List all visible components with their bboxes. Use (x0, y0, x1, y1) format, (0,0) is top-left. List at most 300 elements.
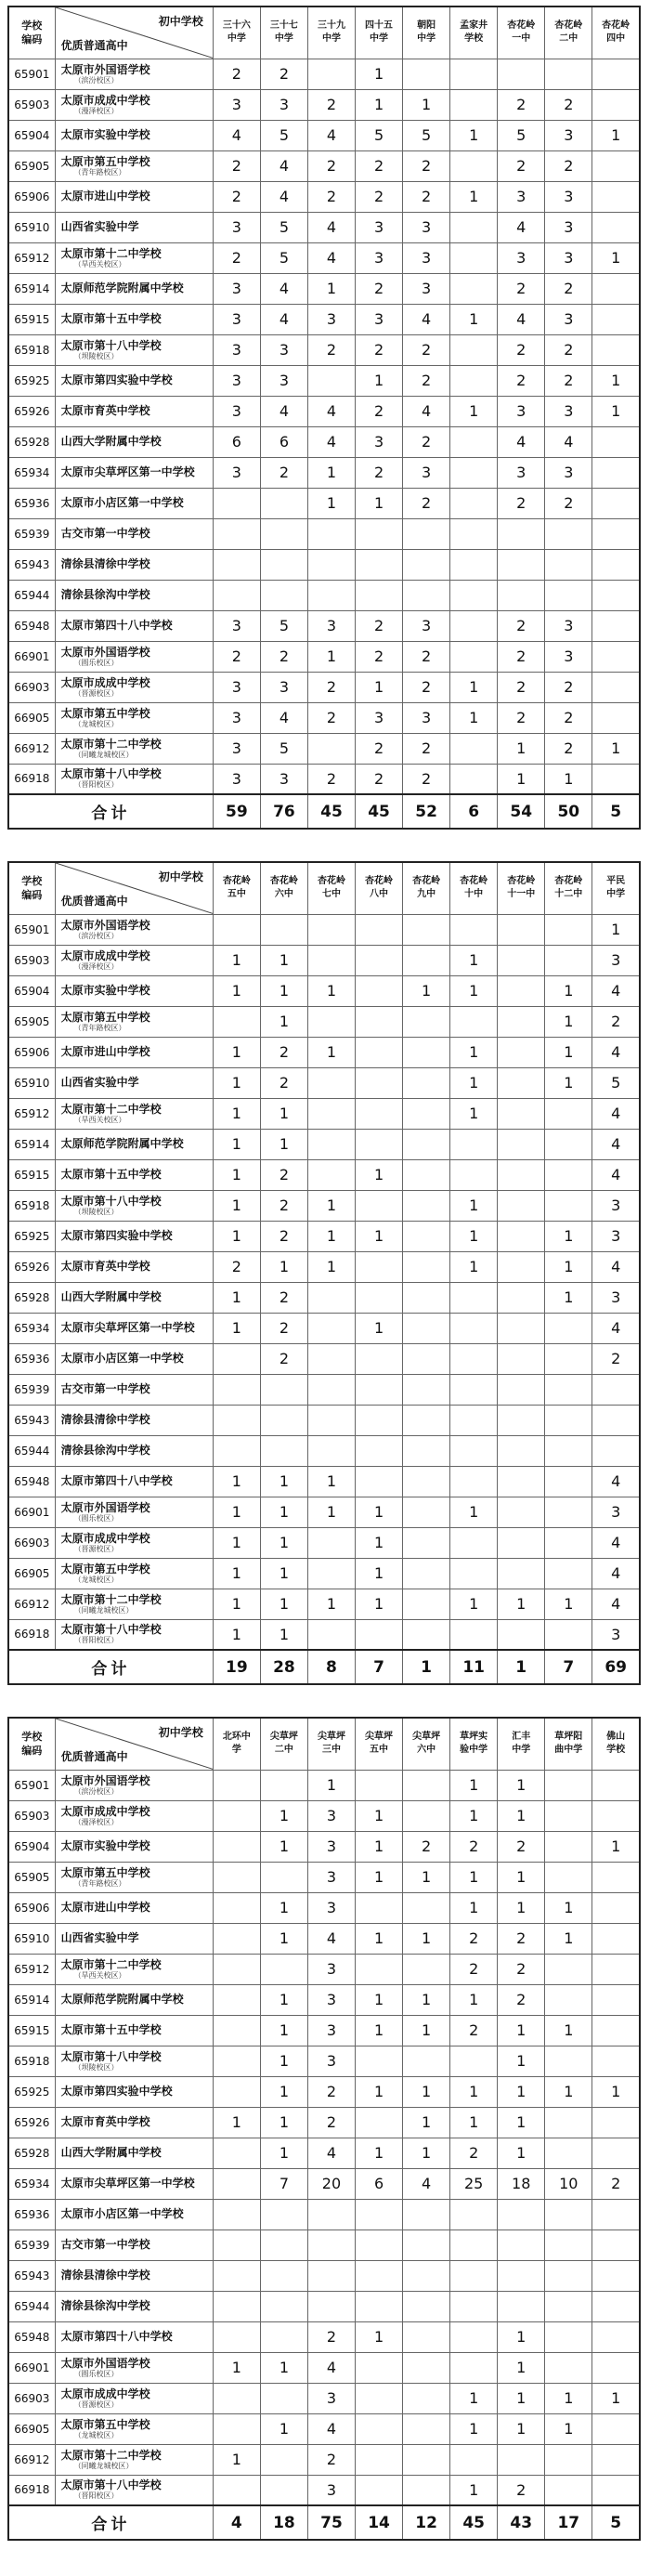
junior-school-column-header (498, 862, 545, 914)
quota-value-cell: 2 (592, 2168, 640, 2199)
quota-value-cell: 3 (307, 1892, 355, 1923)
quota-value-cell: 1 (403, 89, 450, 120)
quota-value-cell: 2 (545, 702, 592, 733)
quota-value-cell: 2 (498, 1923, 545, 1954)
quota-value-cell: 1 (450, 1892, 498, 1923)
quota-value-cell: 3 (545, 212, 592, 242)
quota-value-cell (260, 2260, 307, 2291)
quota-value-cell: 1 (307, 1221, 355, 1251)
table-row (8, 1098, 640, 1129)
quota-value-cell (307, 549, 355, 580)
table-row (8, 457, 640, 488)
quota-value-cell: 3 (213, 764, 260, 794)
quota-value-cell (498, 1282, 545, 1313)
quota-value-cell: 1 (260, 2352, 307, 2383)
senior-school-name-cell (55, 1313, 213, 1343)
quota-value-cell (403, 1405, 450, 1435)
quota-value-cell (356, 1770, 403, 1800)
quota-value-cell (213, 2168, 260, 2199)
school-name: 太原师范学院附属中学校 (60, 1137, 184, 1150)
total-value-cell: 75 (307, 2505, 355, 2540)
quota-value-cell (498, 2199, 545, 2229)
quota-value-cell: 1 (260, 1800, 307, 1831)
quota-value-cell (498, 2444, 545, 2475)
school-code-cell: 65914 (8, 1129, 55, 1159)
total-value-cell: 59 (213, 794, 260, 829)
senior-school-name-cell (55, 914, 213, 945)
quota-value-cell: 2 (498, 334, 545, 365)
quota-value-cell (498, 59, 545, 89)
header-row (8, 1718, 640, 1770)
quota-value-cell (356, 2444, 403, 2475)
school-code-cell: 65903 (8, 1800, 55, 1831)
column-header-line: 验中学 (460, 1745, 488, 1756)
quota-value-cell: 6 (213, 426, 260, 457)
table-row (8, 2260, 640, 2291)
quota-value-cell (403, 1129, 450, 1159)
quota-value-cell (450, 549, 498, 580)
quota-value-cell (498, 1006, 545, 1037)
school-name: 太原市第十二中学校 (60, 1102, 162, 1116)
quota-value-cell (356, 914, 403, 945)
quota-value-cell: 3 (307, 1800, 355, 1831)
column-header-line: 尖草坪 (365, 1732, 394, 1743)
column-header-line: 平民 (606, 876, 626, 887)
column-header-line: 中学 (321, 33, 341, 45)
quota-value-cell: 1 (498, 2107, 545, 2138)
quota-value-cell: 1 (356, 1497, 403, 1527)
quota-value-cell: 1 (545, 1892, 592, 1923)
quota-value-cell: 4 (592, 1251, 640, 1282)
junior-school-column-header (545, 1718, 592, 1770)
school-name: 山西大学附属中学校 (60, 1290, 162, 1303)
quota-value-cell (213, 2383, 260, 2413)
campus-name: （旱西关校区） (73, 1115, 126, 1124)
quota-value-cell: 3 (356, 242, 403, 273)
school-code-cell: 65918 (8, 334, 55, 365)
quota-value-cell: 1 (498, 764, 545, 794)
quota-value-cell (498, 1558, 545, 1589)
total-value-cell: 4 (213, 2505, 260, 2540)
quota-value-cell (356, 518, 403, 549)
campus-name: （同曦龙城校区） (73, 1605, 134, 1615)
table-row (8, 1892, 640, 1923)
school-code-cell: 65910 (8, 1923, 55, 1954)
quota-value-cell: 1 (356, 2076, 403, 2107)
quota-value-cell: 1 (307, 1466, 355, 1497)
quota-value-cell (307, 2229, 355, 2260)
quota-value-cell: 2 (356, 457, 403, 488)
school-code-cell: 65944 (8, 580, 55, 610)
quota-value-cell (356, 1374, 403, 1405)
quota-value-cell: 1 (450, 975, 498, 1006)
table-row (8, 1251, 640, 1282)
table-row (8, 2383, 640, 2413)
quota-value-cell: 1 (356, 2321, 403, 2352)
school-name: 太原市第四十八中学校 (60, 619, 173, 632)
quota-value-cell (450, 1343, 498, 1374)
column-header-line: 学 (231, 1745, 241, 1756)
quota-value-cell: 3 (545, 641, 592, 672)
total-value-cell: 8 (307, 1650, 355, 1684)
column-header-line: 北环中 (222, 1732, 251, 1743)
school-name: 太原师范学院附属中学校 (60, 1993, 184, 2006)
school-code-cell: 65905 (8, 1862, 55, 1892)
senior-school-name-cell (55, 1770, 213, 1800)
quota-value-cell (545, 1129, 592, 1159)
quota-value-cell: 3 (307, 2015, 355, 2046)
quota-value-cell (450, 1435, 498, 1466)
senior-school-name-cell (55, 1831, 213, 1862)
senior-school-name-cell (55, 2199, 213, 2229)
quota-value-cell (450, 733, 498, 764)
quota-value-cell (498, 1159, 545, 1190)
total-value-cell: 18 (260, 2505, 307, 2540)
senior-school-name-cell (55, 1527, 213, 1558)
quota-value-cell: 3 (592, 1619, 640, 1650)
quota-value-cell: 2 (356, 181, 403, 212)
school-code-cell: 65934 (8, 457, 55, 488)
campus-name: （圆乐校区） (73, 658, 119, 667)
table-row (8, 2046, 640, 2076)
quota-value-cell: 4 (307, 2413, 355, 2444)
senior-school-name-cell (55, 1497, 213, 1527)
table-row (8, 1282, 640, 1313)
quota-value-cell (307, 1527, 355, 1558)
quota-value-cell: 1 (307, 1589, 355, 1619)
quota-value-cell: 2 (498, 488, 545, 518)
school-code-header (8, 862, 55, 914)
senior-school-name-cell (55, 304, 213, 334)
quota-value-cell (403, 2046, 450, 2076)
quota-value-cell: 1 (450, 181, 498, 212)
table-row (8, 59, 640, 89)
quota-value-cell (260, 914, 307, 945)
school-name: 太原市第五中学校 (60, 1562, 150, 1576)
quota-value-cell (307, 1067, 355, 1098)
column-header-line: 草坪实 (460, 1732, 488, 1743)
quota-value-cell: 1 (356, 2138, 403, 2168)
school-name: 太原市第十八中学校 (60, 1623, 162, 1637)
quota-value-cell (260, 580, 307, 610)
quota-value-cell (592, 1800, 640, 1831)
quota-value-cell: 1 (260, 1251, 307, 1282)
quota-value-cell: 3 (403, 212, 450, 242)
quota-value-cell: 1 (545, 2413, 592, 2444)
column-header-line: 中学 (417, 33, 436, 45)
column-header-line: 九中 (417, 889, 436, 900)
quota-value-cell (450, 610, 498, 641)
quota-value-cell (260, 2291, 307, 2321)
quota-value-cell (356, 945, 403, 975)
quota-value-cell: 2 (307, 334, 355, 365)
quota-value-cell: 1 (213, 975, 260, 1006)
quota-value-cell: 1 (545, 1221, 592, 1251)
quota-value-cell: 3 (356, 702, 403, 733)
campus-name: （晋源校区） (73, 2399, 119, 2409)
allocation-table-2 (7, 861, 641, 1685)
quota-value-cell (545, 2444, 592, 2475)
quota-value-cell (592, 334, 640, 365)
quota-value-cell: 2 (356, 396, 403, 426)
quota-value-cell (592, 764, 640, 794)
campus-name: （晋源校区） (73, 688, 119, 698)
quota-value-cell: 2 (498, 2475, 545, 2505)
quota-value-cell: 1 (213, 1619, 260, 1650)
table-row (8, 2168, 640, 2199)
campus-name: （旱西关校区） (73, 259, 126, 268)
allocation-table-3 (7, 1717, 641, 2541)
quota-value-cell (403, 1098, 450, 1129)
total-value-cell: 54 (498, 794, 545, 829)
table-row (8, 1343, 640, 1374)
column-header-line: 杏花岭 (269, 876, 298, 887)
quota-value-cell: 3 (545, 610, 592, 641)
quota-value-cell (356, 1067, 403, 1098)
school-code-cell: 65944 (8, 1435, 55, 1466)
senior-school-name-cell (55, 1374, 213, 1405)
senior-school-name-cell (55, 733, 213, 764)
senior-school-name-cell (55, 1405, 213, 1435)
quota-value-cell: 2 (403, 426, 450, 457)
senior-school-name-cell (55, 2076, 213, 2107)
quota-value-cell (592, 2199, 640, 2229)
senior-school-name-cell (55, 1251, 213, 1282)
quota-value-cell: 4 (403, 304, 450, 334)
quota-value-cell: 1 (450, 1251, 498, 1282)
quota-value-cell: 2 (260, 457, 307, 488)
diagonal-header (55, 1718, 213, 1770)
school-code-cell: 65906 (8, 1892, 55, 1923)
quota-value-cell: 2 (592, 1006, 640, 1037)
junior-school-column-header (356, 862, 403, 914)
campus-name: （青年路校区） (73, 1878, 126, 1888)
table-row (8, 1770, 640, 1800)
quota-value-cell (592, 2321, 640, 2352)
school-name: 太原市第十八中学校 (60, 767, 162, 781)
quota-value-cell (498, 1374, 545, 1405)
quota-value-cell: 3 (403, 273, 450, 304)
quota-value-cell (450, 2199, 498, 2229)
school-name: 古交市第一中学校 (60, 527, 150, 540)
campus-name: （晋阳校区） (73, 2491, 119, 2501)
quota-value-cell (592, 457, 640, 488)
school-name: 太原市外国语学校 (60, 62, 150, 76)
quota-value-cell (592, 273, 640, 304)
junior-school-column-header (307, 1718, 355, 1770)
quota-value-cell (356, 2475, 403, 2505)
school-code-cell: 65912 (8, 242, 55, 273)
quota-value-cell: 3 (213, 334, 260, 365)
quota-value-cell (403, 1435, 450, 1466)
senior-school-name-cell (55, 702, 213, 733)
quota-value-cell: 6 (260, 426, 307, 457)
school-code-cell: 66905 (8, 2413, 55, 2444)
quota-value-cell (213, 914, 260, 945)
quota-value-cell (356, 1098, 403, 1129)
column-header-line: 七中 (321, 889, 341, 900)
quota-value-cell: 3 (403, 702, 450, 733)
quota-value-cell: 1 (260, 945, 307, 975)
quota-value-cell: 1 (213, 2352, 260, 2383)
quota-value-cell: 2 (260, 1221, 307, 1251)
quota-value-cell: 25 (450, 2168, 498, 2199)
quota-value-cell: 4 (307, 212, 355, 242)
school-name: 太原市育英中学校 (60, 1260, 150, 1273)
quota-value-cell (403, 518, 450, 549)
school-name: 山西大学附属中学校 (60, 2146, 162, 2159)
school-name: 太原市第十二中学校 (60, 1957, 162, 1971)
campus-name: （旱西关校区） (73, 1970, 126, 1980)
school-code-cell: 66901 (8, 641, 55, 672)
quota-value-cell: 4 (260, 181, 307, 212)
quota-value-cell (403, 1067, 450, 1098)
quota-value-cell: 5 (356, 120, 403, 150)
quota-value-cell (213, 2199, 260, 2229)
quota-value-cell: 1 (213, 1558, 260, 1589)
quota-value-cell (356, 1466, 403, 1497)
quota-value-cell: 2 (307, 2321, 355, 2352)
table-row (8, 212, 640, 242)
table-row (8, 580, 640, 610)
senior-school-name-cell (55, 1190, 213, 1221)
school-name: 太原市小店区第一中学校 (60, 2207, 184, 2220)
quota-value-cell: 20 (307, 2168, 355, 2199)
quota-value-cell: 1 (213, 1159, 260, 1190)
quota-value-cell (450, 365, 498, 396)
quota-value-cell: 2 (450, 1954, 498, 1984)
quota-value-cell: 1 (403, 2107, 450, 2138)
quota-value-cell: 1 (450, 1862, 498, 1892)
quota-value-cell: 1 (403, 2076, 450, 2107)
junior-school-column-header (450, 7, 498, 59)
quota-value-cell (545, 1984, 592, 2015)
quota-value-cell (450, 1159, 498, 1190)
school-name: 太原市成成中学校 (60, 2386, 150, 2400)
table-row (8, 273, 640, 304)
quota-value-cell (592, 549, 640, 580)
quota-value-cell: 1 (307, 1251, 355, 1282)
quota-value-cell: 1 (498, 1770, 545, 1800)
senior-school-name-cell (55, 212, 213, 242)
quota-value-cell: 4 (260, 702, 307, 733)
table-row (8, 2444, 640, 2475)
quota-value-cell (213, 1343, 260, 1374)
quota-value-cell (545, 1497, 592, 1527)
quota-value-cell: 1 (545, 2383, 592, 2413)
school-name: 太原市育英中学校 (60, 2115, 150, 2128)
quota-value-cell (213, 2046, 260, 2076)
school-code-cell: 65910 (8, 1067, 55, 1098)
quota-value-cell: 1 (213, 1221, 260, 1251)
table-row (8, 702, 640, 733)
quota-value-cell: 1 (356, 488, 403, 518)
quota-value-cell: 4 (592, 1098, 640, 1129)
quota-value-cell: 3 (356, 426, 403, 457)
quota-value-cell (592, 1892, 640, 1923)
campus-name: （青年路校区） (73, 167, 126, 177)
quota-value-cell (592, 1984, 640, 2015)
quota-value-cell (356, 1129, 403, 1159)
quota-value-cell: 2 (403, 334, 450, 365)
quota-value-cell (498, 1251, 545, 1282)
column-header-line: 杏花岭 (412, 876, 441, 887)
table-row (8, 181, 640, 212)
total-value-cell: 1 (498, 1650, 545, 1684)
quota-value-cell: 1 (450, 1067, 498, 1098)
table-row (8, 1527, 640, 1558)
school-code-cell: 66918 (8, 1619, 55, 1650)
quota-value-cell (403, 1374, 450, 1405)
school-name: 太原市实验中学校 (60, 128, 150, 141)
school-code-cell: 66905 (8, 1558, 55, 1589)
table-row (8, 2076, 640, 2107)
quota-value-cell (498, 1497, 545, 1527)
total-value-cell: 69 (592, 1650, 640, 1684)
total-value-cell: 5 (592, 794, 640, 829)
senior-school-axis-label: 优质普通高中 (60, 1749, 128, 1763)
table-row (8, 1589, 640, 1619)
quota-value-cell (213, 1892, 260, 1923)
school-name: 太原市小店区第一中学校 (60, 1352, 184, 1365)
quota-value-cell: 1 (592, 2383, 640, 2413)
campus-name: （龙城校区） (73, 1575, 119, 1584)
junior-school-column-header (450, 1718, 498, 1770)
quota-value-cell: 1 (450, 2076, 498, 2107)
quota-value-cell: 1 (260, 1497, 307, 1527)
quota-value-cell (260, 2321, 307, 2352)
quota-value-cell: 3 (545, 457, 592, 488)
column-header-line: 十中 (464, 889, 484, 900)
senior-school-name-cell (55, 610, 213, 641)
senior-school-name-cell (55, 2413, 213, 2444)
school-code-cell: 65915 (8, 2015, 55, 2046)
quota-value-cell (307, 2260, 355, 2291)
school-code-cell: 65904 (8, 1831, 55, 1862)
school-code-cell: 65925 (8, 1221, 55, 1251)
quota-value-cell (356, 580, 403, 610)
total-value-cell: 45 (450, 2505, 498, 2540)
quota-value-cell (403, 1190, 450, 1221)
junior-school-column-header (403, 1718, 450, 1770)
quota-value-cell: 2 (545, 672, 592, 702)
quota-value-cell: 1 (498, 2076, 545, 2107)
quota-value-cell (213, 1770, 260, 1800)
school-code-cell: 65926 (8, 396, 55, 426)
quota-value-cell (307, 1558, 355, 1589)
quota-value-cell: 1 (260, 2413, 307, 2444)
school-code-cell: 65928 (8, 426, 55, 457)
quota-value-cell: 1 (545, 975, 592, 1006)
quota-value-cell (403, 1800, 450, 1831)
school-name: 太原市第十八中学校 (60, 1194, 162, 1208)
table-row (8, 365, 640, 396)
quota-value-cell (403, 1770, 450, 1800)
quota-value-cell: 3 (307, 304, 355, 334)
school-name: 太原市外国语学校 (60, 2356, 150, 2370)
junior-school-column-header (545, 7, 592, 59)
table-row (8, 334, 640, 365)
school-name: 清徐县清徐中学校 (60, 2269, 150, 2282)
quota-value-cell (403, 1221, 450, 1251)
quota-value-cell: 1 (498, 1589, 545, 1619)
school-code-cell: 65928 (8, 1282, 55, 1313)
senior-school-name-cell (55, 945, 213, 975)
quota-value-cell (545, 580, 592, 610)
school-code-header-text: 学校 (21, 1731, 43, 1744)
quota-value-cell: 3 (213, 89, 260, 120)
quota-value-cell: 2 (356, 610, 403, 641)
